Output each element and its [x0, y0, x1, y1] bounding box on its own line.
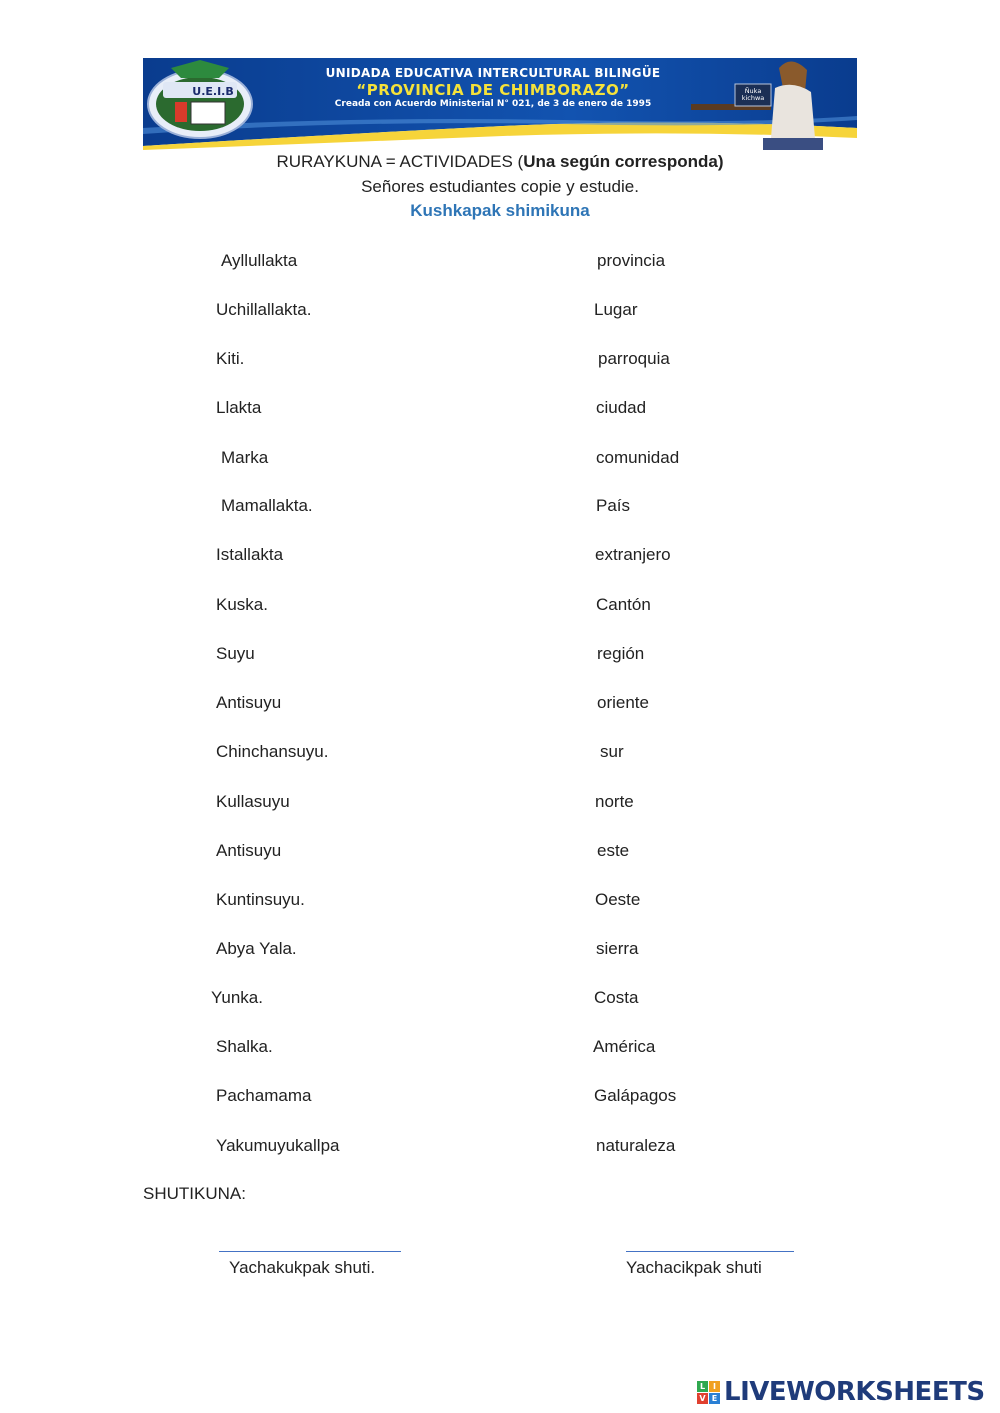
liveworksheets-brand: LIVEWORKSHEETS — [724, 1377, 985, 1407]
kichwa-word: Kiti. — [216, 349, 245, 368]
icon-letter: E — [709, 1393, 720, 1404]
kichwa-word: Istallakta — [216, 545, 284, 564]
signatures-heading: SHUTIKUNA: — [143, 1184, 246, 1203]
kichwa-word: Shalka. — [216, 1037, 273, 1056]
icon-letter: I — [709, 1381, 720, 1392]
kichwa-word: Chinchansuyu. — [216, 742, 329, 761]
school-banner — [143, 58, 857, 150]
student-signature-label: Yachakukpak shuti. — [229, 1258, 376, 1277]
spanish-word[interactable]: sierra — [596, 939, 639, 958]
kichwa-word: Kuska. — [216, 595, 268, 614]
spanish-word[interactable]: Cantón — [596, 595, 651, 614]
kichwa-word: Yunka. — [211, 988, 263, 1007]
spanish-word[interactable]: Lugar — [594, 300, 638, 319]
spanish-word[interactable]: este — [597, 841, 630, 860]
kichwa-word: Mamallakta. — [221, 496, 313, 515]
activity-title — [0, 152, 1000, 172]
banner-school-type: UNIDADA EDUCATIVA INTERCULTURAL BILINGÜE — [325, 66, 661, 80]
kichwa-word: Abya Yala. — [216, 939, 297, 958]
laptop-label: Ñuka kichwa — [741, 87, 765, 102]
instructions: Señores estudiantes copie y estudie. — [361, 177, 639, 196]
kichwa-word: Uchillallakta. — [216, 300, 312, 319]
spanish-word[interactable]: oriente — [597, 693, 649, 712]
teacher-signature-line — [626, 1251, 794, 1252]
icon-letter: V — [697, 1393, 708, 1404]
banner-school-name: “PROVINCIA DE CHIMBORAZO” — [356, 81, 630, 99]
spanish-word[interactable]: sur — [600, 742, 624, 761]
activity-title-prefix: RURAYKUNA = ACTIVIDADES ( — [276, 152, 524, 171]
spanish-word[interactable]: provincia — [597, 251, 666, 270]
liveworksheets-icon — [697, 1381, 721, 1405]
kichwa-word: Pachamama — [216, 1086, 312, 1105]
teacher-signature-label: Yachacikpak shuti — [626, 1258, 762, 1277]
spanish-word[interactable]: región — [597, 644, 645, 663]
kichwa-word: Yakumuyukallpa — [216, 1136, 340, 1155]
activity-title-bold: Una según corresponda) — [523, 152, 724, 171]
banner-agreement: Creada con Acuerdo Ministerial N° 021, de 3 de enero de 1995 — [334, 99, 652, 109]
section-subtitle: Kushkapak shimikuna — [410, 201, 590, 220]
spanish-word[interactable]: norte — [595, 792, 634, 811]
spanish-word[interactable]: ciudad — [596, 398, 647, 417]
spanish-word[interactable]: Costa — [594, 988, 639, 1007]
spanish-word[interactable]: País — [596, 496, 631, 515]
spanish-word[interactable]: Oeste — [595, 890, 641, 909]
kichwa-word: Antisuyu — [216, 841, 282, 860]
spanish-word[interactable]: comunidad — [596, 448, 680, 467]
kichwa-word: Kullasuyu — [216, 792, 290, 811]
kichwa-word: Llakta — [216, 398, 262, 417]
kichwa-word: Ayllullakta — [221, 251, 298, 270]
spanish-word[interactable]: extranjero — [595, 545, 671, 564]
kichwa-word: Suyu — [216, 644, 255, 663]
logo-text: U.E.I.B — [192, 85, 234, 98]
spanish-word[interactable]: parroquia — [598, 349, 670, 368]
student-signature-line — [219, 1251, 401, 1252]
kichwa-word: Antisuyu — [216, 693, 282, 712]
spanish-word[interactable]: naturaleza — [596, 1136, 676, 1155]
spanish-word[interactable]: Galápagos — [594, 1086, 677, 1105]
icon-letter: L — [697, 1381, 708, 1392]
spanish-word[interactable]: América — [593, 1037, 656, 1056]
kichwa-word: Marka — [221, 448, 269, 467]
kichwa-word: Kuntinsuyu. — [216, 890, 305, 909]
